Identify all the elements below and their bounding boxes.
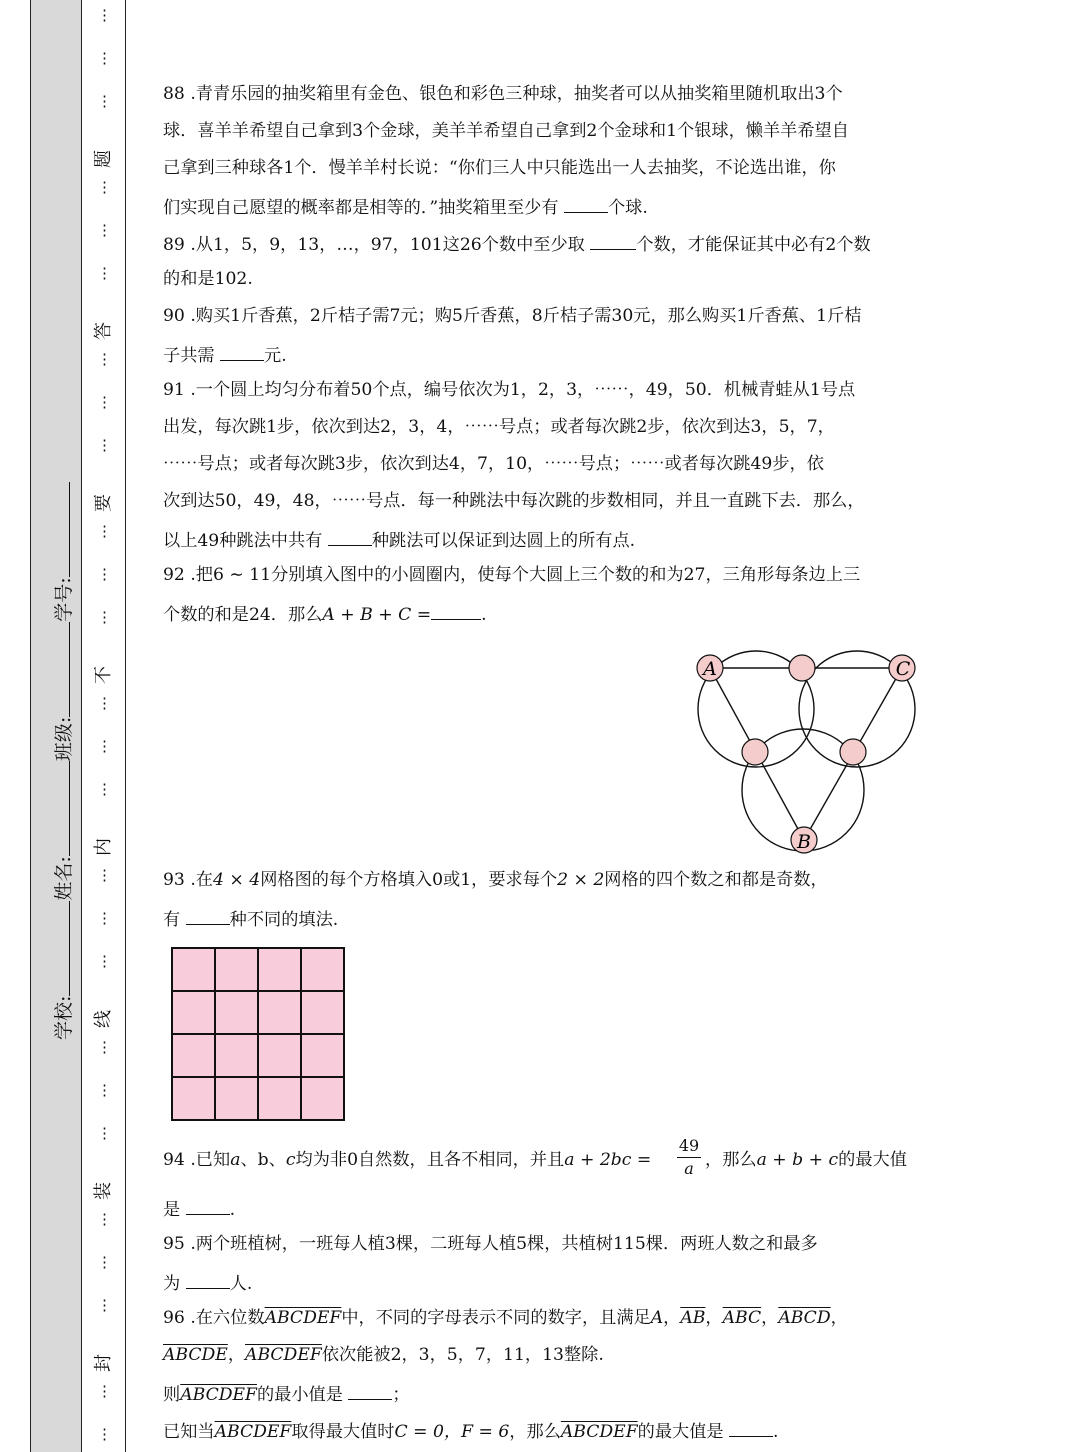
- class-label: 班级:: [53, 716, 75, 762]
- q90-line1: 90 .购买1斤香蕉，2斤桔子需7元；购5斤香蕉，8斤桔子需30元，那么购买1斤香蕉、1斤桔: [163, 306, 862, 326]
- school-blank: [69, 901, 70, 996]
- q96-text3: 则: [163, 1385, 181, 1405]
- q96-line3: [163, 1384, 410, 1404]
- q96-line4: [163, 1421, 779, 1441]
- q93-text-end: 网格的四个数之和都是奇数，: [604, 870, 828, 890]
- q91-line1: 91 .一个圆上均匀分布着50个点，编号依次为1，2，3，⋯⋯，49，50．机械青蛙从1号点: [163, 380, 856, 400]
- binding-dots: ⋮: [97, 393, 111, 411]
- q90-text: 子共需: [163, 346, 215, 366]
- q96-text4-then: ，那么: [509, 1422, 561, 1442]
- q96-line2: [163, 1347, 604, 1364]
- q94-var-a: a: [230, 1150, 241, 1170]
- q92-expression: A + B + C =: [322, 605, 432, 625]
- q91-line5: [163, 530, 635, 550]
- q96-text4: 已知当: [163, 1422, 215, 1442]
- binding-dots: ⋮: [97, 522, 111, 540]
- id-blank: [69, 482, 70, 577]
- q93-line1: [163, 872, 828, 889]
- q93-text: 93 .在: [163, 870, 213, 890]
- q96-comma2: ，: [705, 1308, 723, 1328]
- grid-cell: [215, 1034, 258, 1077]
- q95-text: 为: [163, 1274, 181, 1294]
- binding-dots: ⋮: [97, 565, 111, 583]
- q94-sep2: 、: [268, 1150, 286, 1170]
- q88-line2: 球．喜羊羊希望自己拿到3个金球，美羊羊希望自己拿到2个金球和1个银球，懒羊羊希望自: [163, 121, 849, 141]
- q96-comma5: ，: [227, 1345, 246, 1365]
- q91-line2: 出发，每次跳1步，依次到达2，3，4，⋯⋯号点；或者每次跳2步，依次到达3，5，7，: [163, 417, 835, 437]
- q92-answer-blank[interactable]: [431, 604, 481, 620]
- grid-cell: [172, 948, 215, 991]
- q96-comma4: ，: [830, 1308, 848, 1328]
- q96-text-mid: 中，不同的字母表示不同的数字，且满足: [341, 1308, 651, 1328]
- q96-line1: [163, 1310, 848, 1327]
- q96-text4-end: 的最大值是: [637, 1422, 724, 1442]
- q92-line2: [163, 604, 487, 624]
- q94-var-b: b: [257, 1150, 269, 1170]
- q96-comma3: ，: [761, 1308, 779, 1328]
- binding-word: 不: [93, 666, 114, 684]
- q96-ABCD: ABCD: [778, 1308, 831, 1328]
- binding-line: [125, 0, 126, 1452]
- q88-line3: 己拿到三种球各1个．慢羊羊村长说：“你们三人中只能选出一人去抽奖，不论选出谁，你: [163, 158, 836, 178]
- node-left-middle: [742, 739, 768, 765]
- q94-line1: [163, 1152, 651, 1169]
- q96-text4-period: .: [773, 1422, 779, 1442]
- q93-line2: [163, 909, 338, 929]
- q96-text: 96 .在六位数: [163, 1308, 265, 1328]
- q93-grid: [170, 946, 348, 1124]
- q96-number-max: ABCDEF: [214, 1422, 292, 1442]
- binding-dots: ⋮: [97, 92, 111, 110]
- q90-answer-blank[interactable]: [220, 345, 264, 361]
- binding-dots: ⋮: [97, 264, 111, 282]
- q90-line2: [163, 345, 287, 365]
- binding-dots: ⋮: [97, 952, 111, 970]
- binding-word: 内: [93, 838, 114, 856]
- q94-line2: [163, 1199, 235, 1219]
- q88-text-end: 个球.: [607, 198, 648, 218]
- q94-fraction: [677, 1138, 701, 1177]
- q93-text2: 有: [163, 910, 181, 930]
- q94-var-c: c: [285, 1150, 296, 1170]
- binding-dots: ⋮: [97, 6, 111, 24]
- q89-text-end: 个数，才能保证其中必有2个数: [636, 235, 871, 255]
- q94-answer-blank[interactable]: [186, 1199, 230, 1215]
- grid-cell: [258, 1034, 301, 1077]
- q94-sum: a + b + c: [756, 1150, 839, 1170]
- q96-number-min: ABCDEF: [180, 1385, 257, 1405]
- q96-text3-mid: 的最小值是: [256, 1385, 343, 1405]
- q95-text-end: 人.: [229, 1274, 253, 1294]
- q88-line4: [163, 197, 648, 217]
- binding-dots: ⋮: [97, 909, 111, 927]
- binding-dots: ⋮: [97, 49, 111, 67]
- class-blank: [69, 622, 70, 717]
- label-b: B: [797, 831, 811, 853]
- q96-number-max2: ABCDEF: [560, 1422, 638, 1442]
- binding-dots: ⋮: [97, 1253, 111, 1271]
- binding-dots: ⋮: [97, 221, 111, 239]
- grid-cell: [215, 948, 258, 991]
- binding-dots: ⋮: [97, 608, 111, 626]
- grid-cell: [258, 1077, 301, 1120]
- q89-line2: 的和是102.: [163, 269, 253, 289]
- q94-equation: a + 2bc =: [564, 1150, 652, 1170]
- q96-A: A: [650, 1308, 664, 1328]
- label-a: A: [703, 658, 717, 680]
- q93-text-mid: 网格图的每个方格填入0或1，要求每个: [260, 870, 558, 890]
- q94-text-then: ，那么: [705, 1150, 757, 1170]
- binding-dots: ⋮: [97, 178, 111, 196]
- grid-cell: [172, 1077, 215, 1120]
- grid-cell: [172, 991, 215, 1034]
- q95-answer-blank[interactable]: [186, 1273, 230, 1289]
- name-blank: [69, 761, 70, 856]
- binding-word: 封: [93, 1354, 114, 1372]
- q91-text: 以上49种跳法中共有: [163, 531, 323, 551]
- grid-cell: [301, 948, 344, 991]
- grid-cell: [301, 1034, 344, 1077]
- q89-answer-blank[interactable]: [590, 234, 636, 250]
- q94-text2: 是: [163, 1200, 181, 1220]
- binding-dots: ⋮: [97, 866, 111, 884]
- q96-text4-mid: 取得最大值时: [291, 1422, 395, 1442]
- binding-dots: ⋮: [97, 780, 111, 798]
- q88-text: 们实现自己愿望的概率都是相等的．”抽奖箱里至少有: [163, 198, 559, 218]
- q91-line4: 次到达50，49，48，⋯⋯号点．每一种跳法中每次跳的步数相同，并且一直跳下去．那么，: [163, 491, 865, 511]
- id-label: 学号:: [53, 577, 75, 622]
- q93-answer-blank[interactable]: [186, 909, 230, 925]
- binding-dots: ⋮: [97, 1081, 111, 1099]
- q96-ABC: $\overline{ABC}$: [722, 1308, 762, 1328]
- q95-line2: [163, 1273, 252, 1293]
- name-label: 姓名:: [53, 856, 75, 901]
- binding-word: 装: [93, 1182, 114, 1200]
- q96-condition: C = 0，F = 6: [394, 1422, 510, 1442]
- q96-answer-blank-max[interactable]: [729, 1421, 773, 1437]
- q92-text: 个数的和是24．那么: [163, 605, 323, 625]
- q88-answer-blank[interactable]: [564, 197, 608, 213]
- q96-comma1: ，: [663, 1308, 681, 1328]
- binding-dots: ⋮: [97, 1296, 111, 1314]
- q96-ABCDEF: ABCDEF: [245, 1345, 322, 1365]
- binding-dots: ⋮: [97, 1124, 111, 1142]
- node-top-middle: [789, 655, 815, 681]
- q92-circle-diagram: [680, 640, 930, 860]
- q94-numerator: 49: [678, 1136, 700, 1155]
- q94-line1-end: [705, 1152, 907, 1169]
- binding-word: 要: [93, 494, 114, 512]
- q96-answer-blank-min[interactable]: [348, 1384, 392, 1400]
- q91-line3: ⋯⋯号点；或者每次跳3步，依次到达4，7，10，⋯⋯号点；⋯⋯或者每次跳49步，依: [163, 454, 824, 474]
- q89-line1: [163, 234, 871, 254]
- q88-line1: 88 .青青乐园的抽奖箱里有金色、银色和彩色三种球，抽奖者可以从抽奖箱里随机取出3个: [163, 84, 843, 104]
- node-right-middle: [840, 739, 866, 765]
- binding-word: 线: [93, 1010, 114, 1028]
- school-label: 学校:: [53, 995, 75, 1040]
- binding-dots: ⋮: [97, 737, 111, 755]
- q96-AB: $\overline{AB}$: [680, 1308, 706, 1328]
- grid-cell: [215, 991, 258, 1034]
- q96-number: ABCDEF: [264, 1308, 342, 1328]
- q94-text: 94 .已知: [163, 1150, 231, 1170]
- binding-dots: ⋮: [97, 1038, 111, 1056]
- q93-grid-size: 4 × 4: [213, 870, 261, 890]
- grid-cell: [258, 991, 301, 1034]
- q93-subgrid-size: 2 × 2: [557, 870, 605, 890]
- q93-text2-end: 种不同的填法.: [229, 910, 339, 930]
- binding-dots: ⋮: [97, 1210, 111, 1228]
- q95-line1: 95 .两个班植树，一班每人植3棵，二班每人植5棵，共植树115棵．两班人数之和最多: [163, 1234, 818, 1254]
- grid-cell: [301, 991, 344, 1034]
- binding-dots: ⋮: [97, 1425, 111, 1443]
- binding-dots: ⋮: [97, 694, 111, 712]
- grid-cell: [172, 1034, 215, 1077]
- binding-word: 答: [93, 322, 114, 340]
- q94-text-mid: 均为非0自然数，且各不相同，并且: [295, 1150, 565, 1170]
- label-c: C: [895, 658, 911, 680]
- q94-text2-end: .: [229, 1200, 236, 1220]
- q92-line1: 92 .把6 ∼ 11分别填入图中的小圆圈内，使每个大圆上三个数的和为27，三角形每条边上三: [163, 565, 861, 585]
- q89-text: 89 .从1，5，9，13，…，97，101这26个数中至少取: [163, 235, 585, 255]
- q96-ABCDE: ABCDE: [163, 1345, 228, 1365]
- q90-text-end: 元.: [264, 346, 287, 366]
- grid-cell: [215, 1077, 258, 1120]
- binding-word: 题: [93, 150, 114, 168]
- binding-dots: ⋮: [97, 350, 111, 368]
- q96-text2: 依次能被2，3，5，7，11，13整除.: [321, 1345, 604, 1365]
- q94-text-end: 的最大值: [838, 1150, 907, 1170]
- student-info: [55, 482, 74, 1040]
- q91-answer-blank[interactable]: [328, 530, 372, 546]
- binding-dots: ⋮: [97, 1382, 111, 1400]
- grid-cell: [301, 1077, 344, 1120]
- q94-sep1: 、: [240, 1150, 258, 1170]
- binding-dots: ⋮: [97, 436, 111, 454]
- q94-denominator: a: [677, 1157, 701, 1177]
- q91-text-end: 种跳法可以保证到达圆上的所有点.: [371, 531, 636, 551]
- q96-text3-end: ；: [392, 1385, 410, 1405]
- grid-cell: [258, 948, 301, 991]
- q92-text-end: .: [481, 605, 487, 625]
